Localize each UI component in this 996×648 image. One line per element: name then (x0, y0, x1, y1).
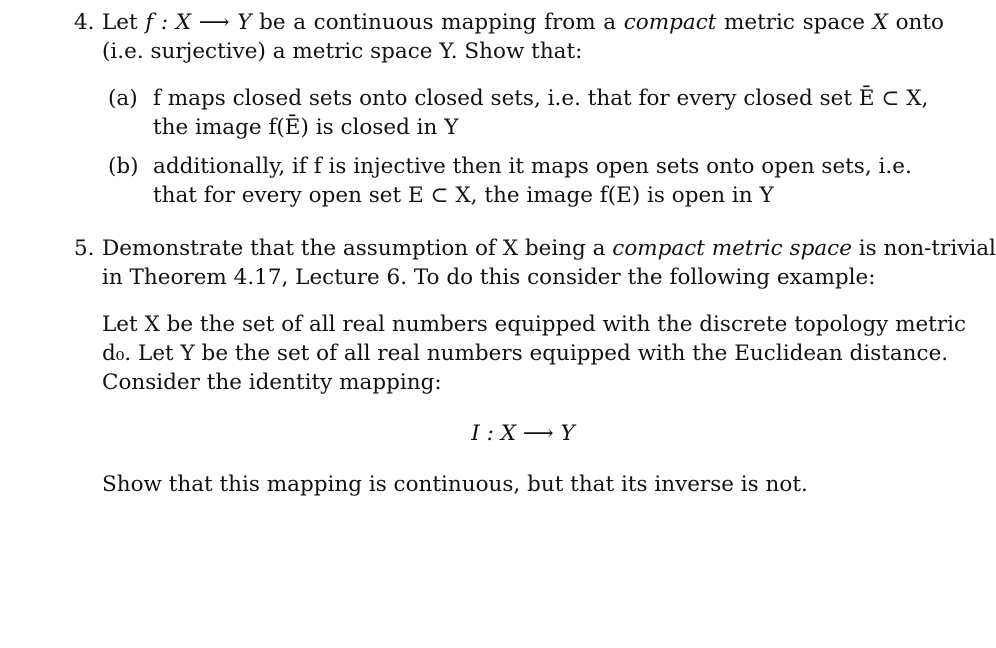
subitem-label: (a) (108, 86, 138, 111)
display-equation: I : X ⟶ Y (471, 421, 575, 446)
subitem-label: (b) (108, 154, 139, 179)
problem-5-line-2: in Theorem 4.17, Lecture 6. To do this consider the following example: (102, 265, 876, 290)
subitem-b-line-1: additionally, if f is injective then it maps open sets onto open sets, i.e. (153, 154, 912, 179)
example-line-2: d₀. Let Y be the set of all real numbers equipped with the Euclidean distance. (102, 341, 949, 366)
emphasis-compact-metric-space: compact metric space (612, 236, 852, 261)
problem-5 (74, 234, 996, 499)
emphasis-compact: compact (623, 10, 717, 35)
problem-4-line-1: Let f : X ⟶ Y be a continuous mapping from a compact metric space X onto (102, 10, 944, 35)
subitem-b (108, 152, 944, 210)
math-mapping: f : X ⟶ Y (145, 10, 252, 35)
problem-number: 5. (74, 236, 95, 261)
example-line-3: Consider the identity mapping: (102, 370, 442, 395)
problem-number: 4. (74, 10, 95, 35)
problem-4 (74, 8, 944, 220)
example-line-1: Let X be the set of all real numbers equipped with the discrete topology metric (102, 312, 967, 337)
closing-statement: Show that this mapping is continuous, but that its inverse is not. (102, 472, 808, 497)
problem-4-body (102, 8, 944, 210)
subitem-a (108, 84, 944, 142)
problem-4-subitems (108, 84, 944, 210)
problem-5-line-1: Demonstrate that the assumption of X being a compact metric space is non-trivial (102, 236, 996, 261)
subitem-b-line-2: that for every open set E ⊂ X, the image f(E) is open in Y (153, 183, 774, 208)
example-paragraph (102, 310, 967, 397)
subitem-a-line-1: f maps closed sets onto closed sets, i.e. that for every closed set Ē ⊂ X, (153, 86, 929, 111)
problem-4-line-2: (i.e. surjective) a metric space Y. Show that: (102, 39, 583, 64)
problem-5-body (102, 234, 996, 499)
subitem-a-line-2: the image f(Ē) is closed in Y (153, 115, 459, 140)
